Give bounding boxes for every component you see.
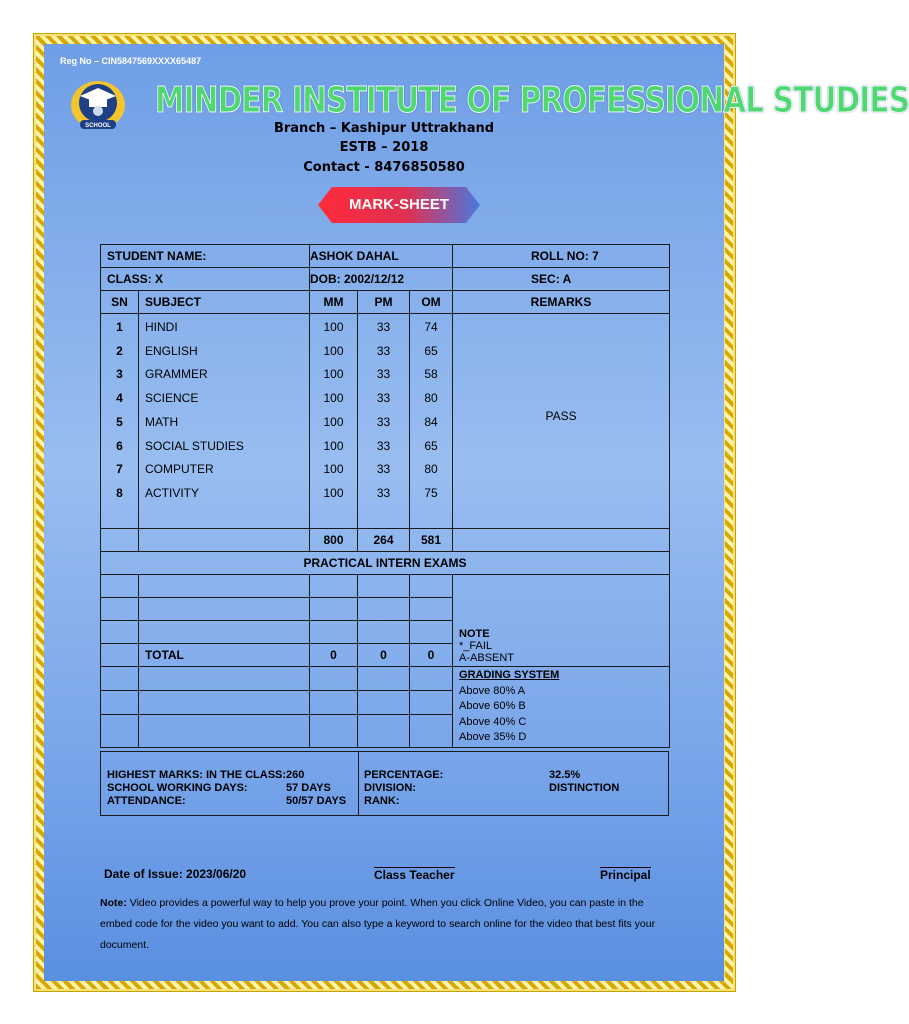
- subject-7: COMPUTER: [145, 462, 214, 477]
- highest-label: HIGHEST MARKS: IN THE CLASS:: [107, 769, 287, 781]
- principal-signature: Principal: [600, 868, 651, 882]
- om-1: 74: [424, 320, 438, 334]
- mm-5: 100: [323, 414, 344, 429]
- grading-cell: [453, 667, 670, 748]
- footer-note: [100, 893, 675, 956]
- sn-6: 6: [116, 438, 123, 453]
- division-label: DIVISION:: [364, 782, 416, 794]
- subject-4: SCIENCE: [145, 391, 199, 406]
- sn-cell: [101, 314, 139, 529]
- note-absent: A-ABSENT: [459, 652, 515, 664]
- om-2: 65: [424, 343, 438, 358]
- mm-2: 100: [323, 343, 344, 358]
- note-title: NOTE: [459, 628, 490, 640]
- subject-5: MATH: [145, 414, 179, 429]
- working-days-label: SCHOOL WORKING DAYS:: [107, 782, 248, 794]
- total-om: 581: [410, 529, 453, 552]
- om-3: 58: [424, 367, 438, 382]
- om-8: 75: [424, 485, 438, 500]
- practical-total-mm: 0: [310, 644, 358, 667]
- section-value: SEC: A: [453, 268, 670, 291]
- mm-1: 100: [323, 320, 344, 334]
- pm-2: 33: [376, 343, 391, 358]
- division-value: DISTINCTION: [549, 782, 620, 794]
- pm-cell: [358, 314, 410, 529]
- student-name: ASHOK DAHAL: [310, 245, 453, 268]
- class-value: CLASS: X: [101, 268, 310, 291]
- sn-3: 3: [116, 367, 123, 382]
- col-om: OM: [410, 291, 453, 314]
- practical-title: PRACTICAL INTERN EXAMS: [101, 552, 670, 575]
- om-6: 65: [424, 438, 438, 453]
- practical-title-row: [101, 552, 670, 575]
- reg-number: Reg No – CIN5847569XXXX65487: [60, 56, 202, 66]
- mm-8: 100: [323, 485, 344, 500]
- col-subject: SUBJECT: [139, 291, 310, 314]
- percentage-value: 32.5%: [549, 769, 581, 781]
- established: ESTB – 2018: [339, 140, 429, 155]
- student-row: [101, 245, 670, 268]
- dob-value: DOB: 2002/12/12: [310, 268, 453, 291]
- grade-d: Above 35% D: [459, 731, 527, 743]
- mm-3: 100: [323, 367, 344, 382]
- subjects-block: [101, 314, 670, 529]
- mark-sheet-title: MARK-SHEET: [349, 196, 449, 213]
- attendance-label: ATTENDANCE:: [107, 795, 186, 807]
- attendance-value: 50/57 DAYS: [286, 795, 347, 807]
- om-7: 80: [424, 462, 438, 477]
- subject-3: GRAMMER: [145, 367, 208, 382]
- roll-number: ROLL NO: 7: [453, 245, 670, 268]
- pm-1: 33: [376, 320, 391, 334]
- grading-title: GRADING SYSTEM: [459, 669, 560, 681]
- subject-2: ENGLISH: [145, 343, 198, 358]
- subject-6: SOCIAL STUDIES: [145, 438, 244, 453]
- sn-4: 4: [116, 391, 123, 406]
- practical-total-label: TOTAL: [139, 644, 310, 667]
- subject-1: HINDI: [145, 320, 178, 334]
- col-remarks: REMARKS: [453, 291, 670, 314]
- total-mm: 800: [310, 529, 358, 552]
- sn-7: 7: [116, 462, 123, 477]
- sn-5: 5: [116, 414, 123, 429]
- working-days-value: 57 DAYS: [286, 782, 331, 794]
- practical-total-om: 0: [410, 644, 453, 667]
- summary-box: [100, 751, 669, 816]
- om-5: 84: [424, 414, 438, 429]
- subject-cell: [139, 314, 310, 529]
- mm-6: 100: [323, 438, 344, 453]
- mm-4: 100: [323, 391, 344, 406]
- col-sn: SN: [101, 291, 139, 314]
- mm-cell: [310, 314, 358, 529]
- student-name-label: STUDENT NAME:: [101, 245, 310, 268]
- grade-a: Above 80% A: [459, 684, 526, 697]
- practical-total-pm: 0: [358, 644, 410, 667]
- subject-8: ACTIVITY: [145, 485, 200, 500]
- footer-note-label: Note:: [100, 897, 127, 909]
- rank-label: RANK:: [364, 795, 400, 807]
- sn-8: 8: [116, 485, 123, 500]
- pm-7: 33: [376, 462, 391, 477]
- contact: Contact - 8476850580: [303, 160, 465, 175]
- sn-2: 2: [116, 343, 123, 358]
- remarks-value: PASS: [453, 314, 670, 529]
- percentage-label: PERCENTAGE:: [364, 769, 444, 781]
- grade-b: Above 60% B: [459, 700, 526, 712]
- mark-sheet-badge: [318, 187, 480, 223]
- grade-c: Above 40% C: [459, 715, 527, 728]
- marks-table: [100, 244, 670, 748]
- sn-1: 1: [116, 320, 123, 334]
- pm-8: 33: [376, 485, 391, 500]
- pm-5: 33: [376, 414, 391, 429]
- class-teacher-signature: Class Teacher: [374, 868, 455, 882]
- total-pm: 264: [358, 529, 410, 552]
- date-of-issue: Date of Issue: 2023/06/20: [104, 867, 247, 881]
- class-row: [101, 268, 670, 291]
- note-cell: [453, 575, 670, 667]
- header-row: [101, 291, 670, 314]
- note-fail: *_FAIL: [459, 640, 493, 652]
- branch: Branch – Kashipur Uttrakhand: [273, 121, 495, 136]
- pm-4: 33: [376, 391, 391, 406]
- highest-value: 260: [286, 769, 305, 781]
- col-mm: MM: [310, 291, 358, 314]
- om-cell: [410, 314, 453, 529]
- totals-row: [101, 529, 670, 552]
- institute-name: MINDER INSTITUTE OF PROFESSIONAL STUDIES: [155, 80, 909, 121]
- pm-6: 33: [376, 438, 391, 453]
- logo-text: SCHOOL: [85, 123, 111, 129]
- col-pm: PM: [358, 291, 410, 314]
- footer-note-text: Video provides a powerful way to help you prove your point. When you click Online Video, you can paste in the embed code for the video you want to add. You can also type a keyword to search online for the video that best fits your document.: [100, 897, 656, 951]
- om-4: 80: [424, 391, 438, 406]
- mm-7: 100: [323, 462, 344, 477]
- pm-3: 33: [376, 367, 391, 382]
